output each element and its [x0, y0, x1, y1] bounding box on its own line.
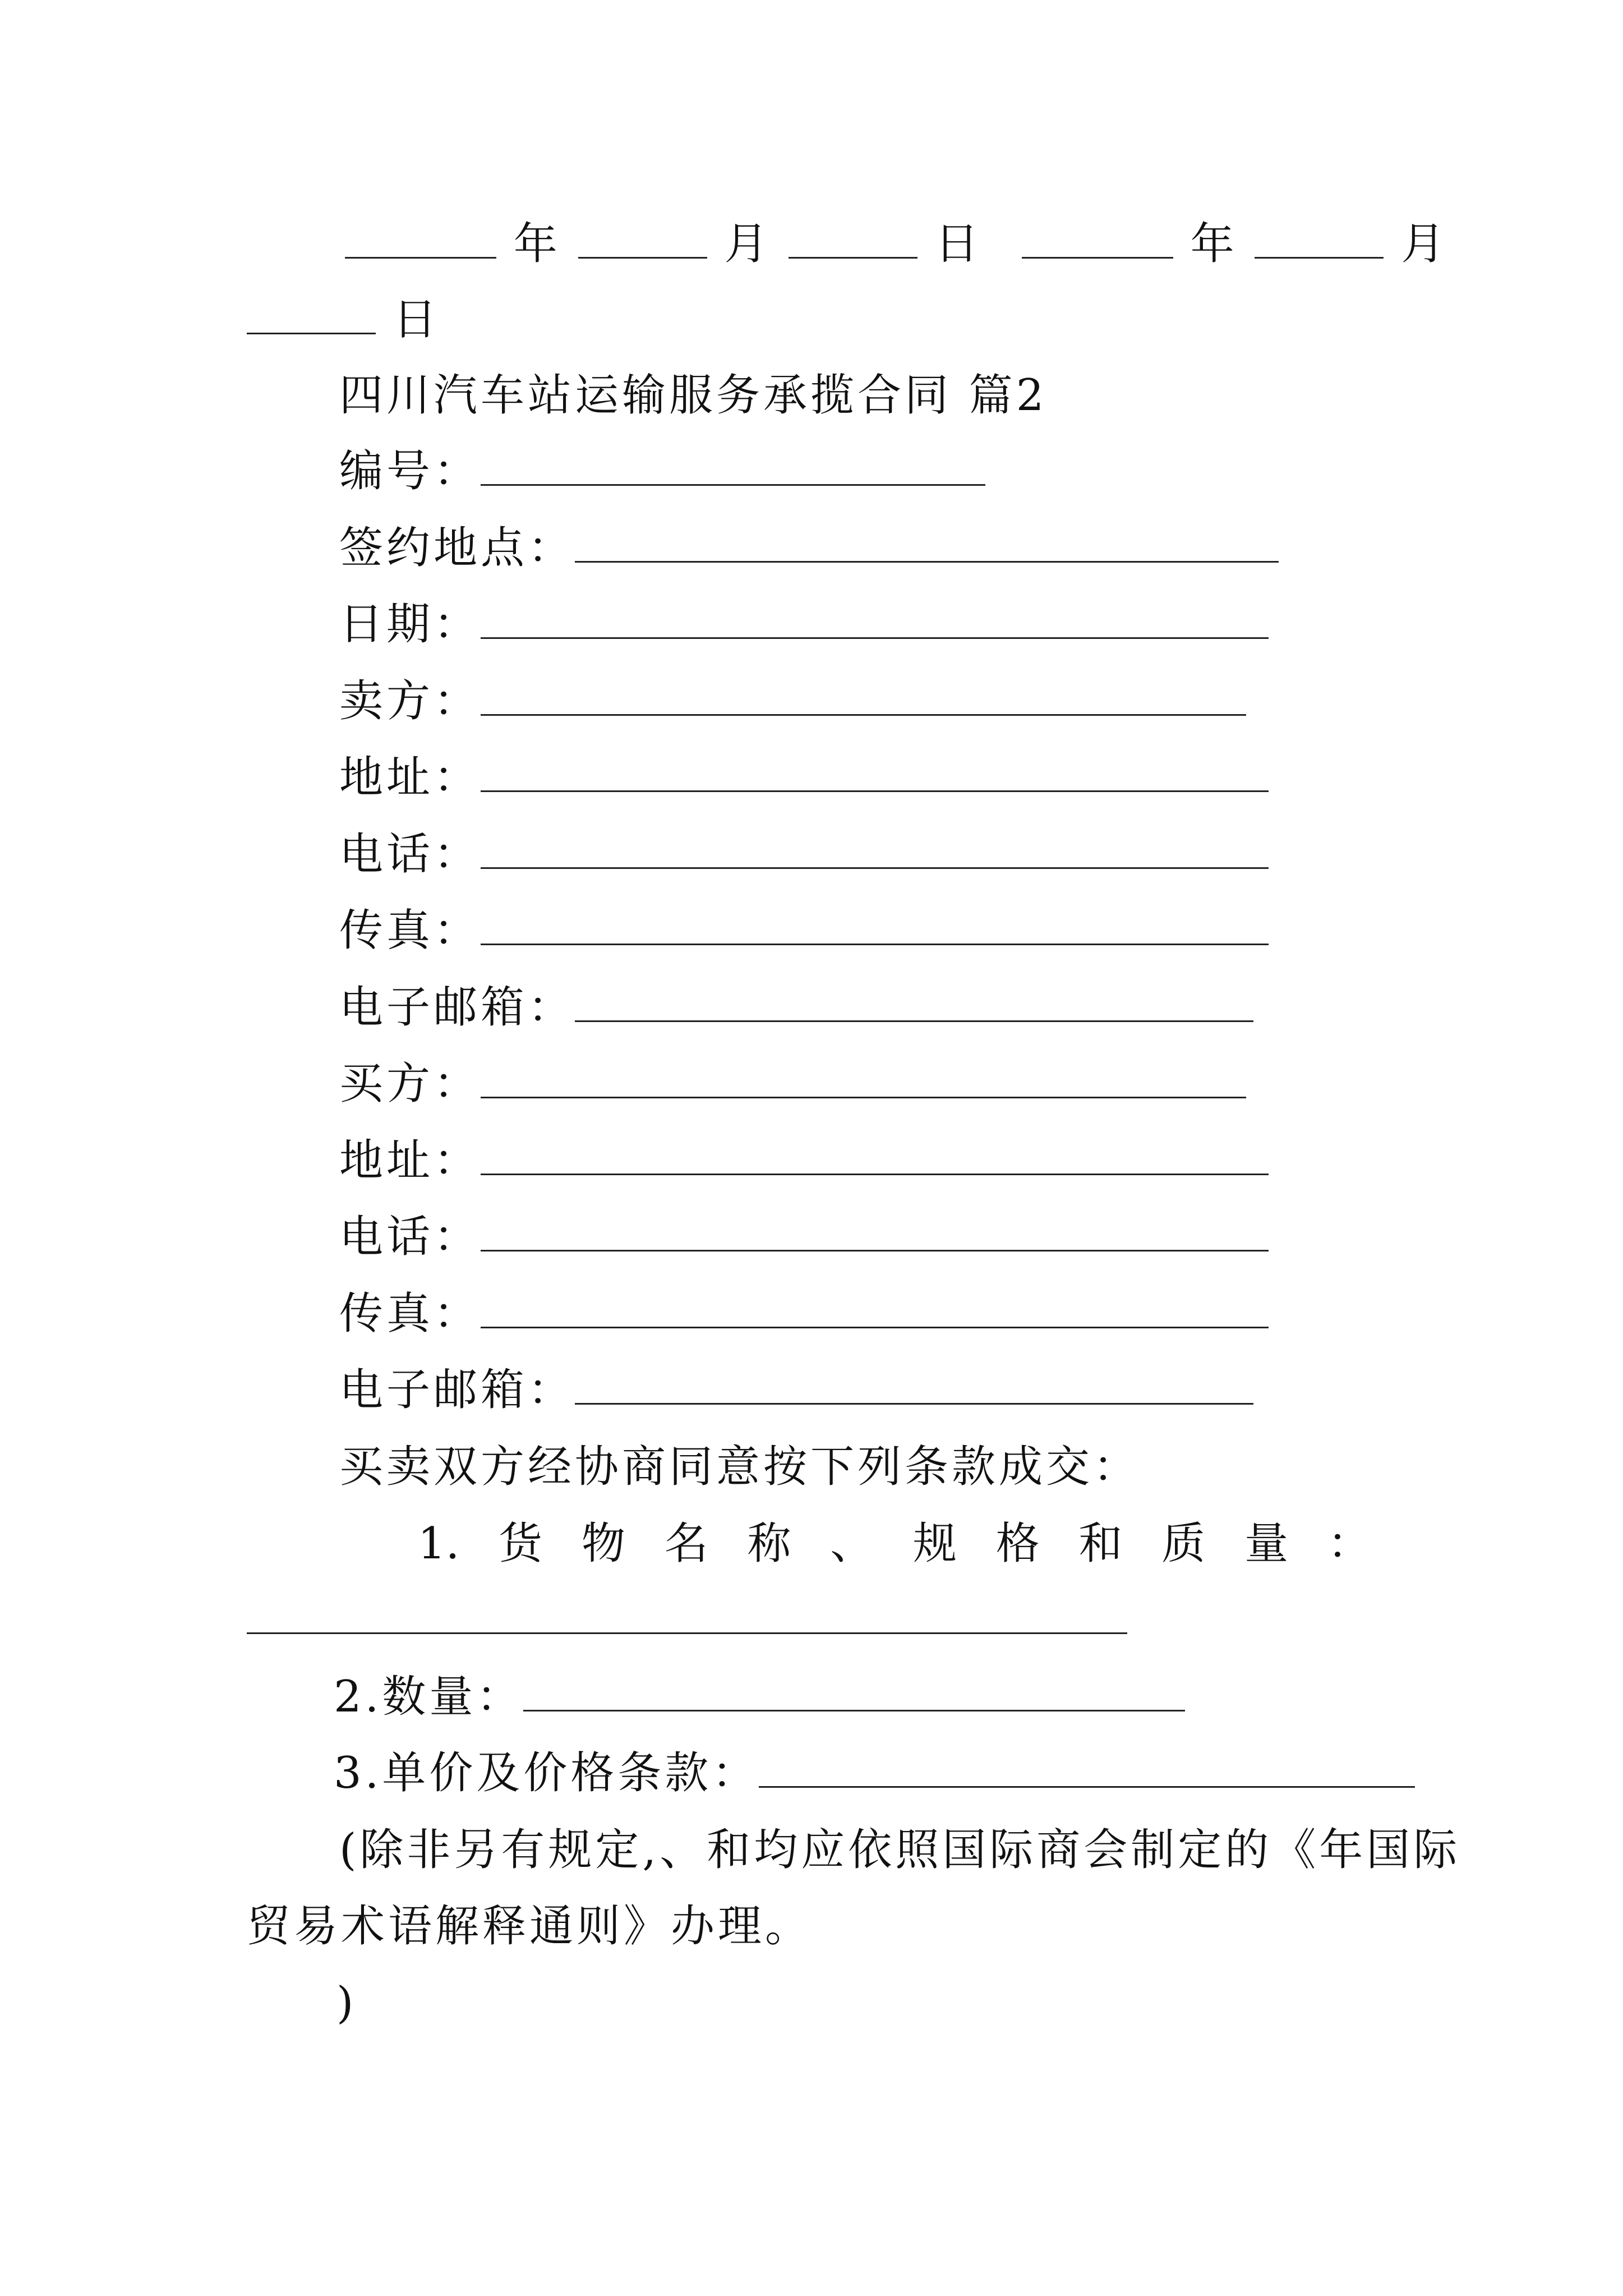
field-number-label: 编号： [339, 446, 481, 496]
field-seller-phone-label: 电话： [339, 829, 481, 880]
clause-3 [334, 1745, 1415, 1801]
field-sign-place-label: 签约地点： [339, 523, 575, 573]
field-date [339, 596, 1269, 652]
clause-1-char: 量 [1244, 1519, 1289, 1569]
field-seller-address [339, 749, 1269, 806]
month-blank-1[interactable] [578, 218, 707, 259]
field-buyer-fax-blank[interactable] [481, 1287, 1269, 1328]
clause-1-char: 物 [581, 1519, 625, 1569]
field-date-label: 日期： [339, 599, 481, 650]
month-label-1: 月 [724, 219, 772, 269]
field-seller-fax-blank[interactable] [481, 904, 1269, 945]
field-seller [339, 673, 1246, 729]
clause-1-char: 和 [1078, 1519, 1123, 1569]
field-seller-email-blank[interactable] [575, 981, 1253, 1022]
field-seller-phone-blank[interactable] [481, 828, 1269, 869]
day-blank-1[interactable] [789, 218, 917, 259]
day-label-2: 日 [393, 295, 440, 345]
note-line-2: 贸易术语解释通则》办理。 [247, 1901, 813, 1952]
clause-1-number: 1. [418, 1519, 460, 1569]
field-buyer-phone-label: 电话： [339, 1212, 481, 1262]
year-label-2: 年 [1190, 219, 1238, 269]
field-seller-label: 卖方： [339, 676, 481, 726]
note-close-paren: ) [336, 1978, 357, 2028]
field-buyer-fax-label: 传真： [339, 1289, 481, 1339]
field-seller-address-label: 地址： [339, 752, 481, 803]
field-seller-phone [339, 826, 1269, 882]
field-seller-blank[interactable] [481, 675, 1246, 716]
field-sign-place-blank[interactable] [575, 522, 1279, 563]
field-buyer-email [339, 1362, 1253, 1418]
field-buyer-email-label: 电子邮箱： [339, 1365, 575, 1415]
terms-intro: 买卖双方经协商同意按下列条款成交： [339, 1442, 1141, 1492]
field-seller-email [339, 979, 1253, 1036]
clause-1-char: 、 [830, 1519, 874, 1569]
field-number [339, 443, 985, 499]
day-blank-2[interactable] [247, 293, 376, 334]
clause-1-char: 名 [664, 1519, 708, 1569]
clause-1 [418, 1516, 1371, 1572]
note-line-1: (除非另有规定,、和均应依照国际商会制定的《年国际 [339, 1825, 1461, 1875]
day-label-1: 日 [935, 219, 983, 269]
year-blank-1[interactable] [345, 218, 496, 259]
year-blank-2[interactable] [1022, 218, 1173, 259]
date-row-continued [247, 292, 440, 348]
month-blank-2[interactable] [1255, 218, 1384, 259]
contract-title: 四川汽车站运输服务承揽合同 篇2 [339, 370, 1048, 421]
clause-1-char: 称 [747, 1519, 791, 1569]
clause-1-char: 质 [1161, 1519, 1206, 1569]
field-buyer-fax [339, 1286, 1269, 1342]
clause-1-char: 格 [995, 1519, 1040, 1569]
field-buyer-address-label: 地址： [339, 1135, 481, 1186]
field-buyer [339, 1056, 1246, 1112]
field-buyer-blank[interactable] [481, 1057, 1246, 1098]
field-number-blank[interactable] [481, 445, 985, 486]
clause-1-char: 货 [499, 1519, 543, 1569]
clause-2 [334, 1669, 1185, 1725]
field-buyer-phone-blank[interactable] [481, 1211, 1269, 1251]
clause-2-label: 2.数量： [334, 1672, 524, 1722]
field-buyer-phone [339, 1209, 1269, 1265]
field-seller-fax-label: 传真： [339, 905, 481, 956]
clause-1-char: 规 [913, 1519, 957, 1569]
field-buyer-email-blank[interactable] [575, 1364, 1253, 1405]
field-sign-place [339, 520, 1279, 576]
year-label-1: 年 [513, 219, 561, 269]
date-row [345, 216, 1448, 272]
clause-1-char: ： [1327, 1519, 1371, 1569]
field-seller-email-label: 电子邮箱： [339, 982, 575, 1033]
field-buyer-label: 买方： [339, 1059, 481, 1109]
field-seller-address-blank[interactable] [481, 751, 1269, 792]
field-seller-fax [339, 903, 1269, 959]
field-buyer-address [339, 1133, 1269, 1189]
clause-1-blank[interactable] [247, 1632, 1127, 1634]
field-date-blank[interactable] [481, 598, 1269, 639]
clause-3-label: 3.单价及价格条款： [334, 1748, 759, 1798]
field-buyer-address-blank[interactable] [481, 1134, 1269, 1175]
month-label-2: 月 [1401, 219, 1449, 269]
clause-3-blank[interactable] [759, 1747, 1415, 1788]
clause-2-blank[interactable] [523, 1671, 1185, 1711]
